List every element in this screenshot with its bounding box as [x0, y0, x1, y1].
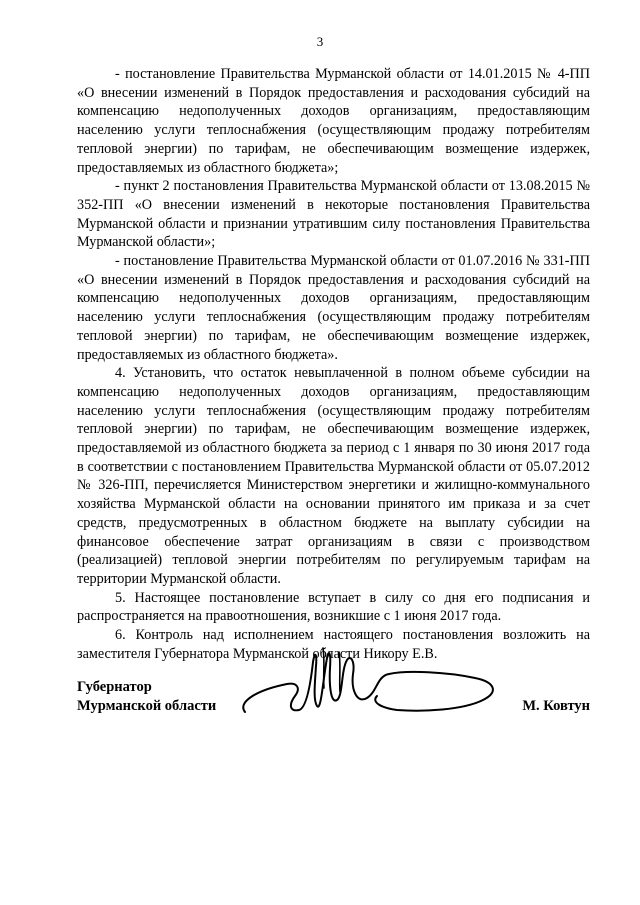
- signatory-title-line-2: Мурманской области: [77, 698, 217, 714]
- document-body: [77, 65, 590, 664]
- handwritten-signature: [227, 640, 507, 730]
- signature-block: [77, 640, 590, 730]
- paragraph-repeal-14-01-2015: - постановление Правительства Мурманской области от 14.01.2015 № 4-ПП «О внесении изменений в Порядок предоставления и расходования субсидий на компенсацию недополученных доходов организациям, предоставляющим населению услуги теплоснабжения (осуществляющим продажу потребителям тепловой энергии) по тарифам, не обеспечивающим возмещение издержек, предоставляемых из областного бюджета»;: [77, 66, 590, 176]
- signatory-title-line-1: Губернатор: [77, 679, 152, 695]
- paragraph-item-5: 5. Настоящее постановление вступает в силу со дня его подписания и распространяется на правоотношения, возникшие с 1 июня 2017 года.: [77, 589, 590, 625]
- signatory-title: [77, 678, 216, 716]
- signatory-name: М. Ковтун: [522, 698, 590, 714]
- paragraph-repeal-01-07-2016: - постановление Правительства Мурманской области от 01.07.2016 № 331-ПП «О внесении изменений в Порядок предоставления и расходования субсидий на компенсацию недополученных доходов организациям, предоставляющим населению услуги теплоснабжения (осуществляющим продажу потребителям тепловой энергии) по тарифам, не обеспечивающим возмещение издержек, предоставляемых из областного бюджета».: [77, 253, 590, 363]
- page-number: 3: [316, 34, 324, 49]
- paragraph-repeal-13-08-2015: - пункт 2 постановления Правительства Мурманской области от 13.08.2015 № 352-ПП «О внесении изменений в некоторые постановления Правительства Мурманской области и признании утратившим силу постановления Правительства Мурманской области»;: [77, 178, 590, 251]
- paragraph-item-4: 4. Установить, что остаток невыплаченной в полном объеме субсидии на компенсацию недополученных доходов организациям, предоставляющим населению услуги теплоснабжения (осуществляющим продажу потребителям тепловой энергии) по тарифам, не обеспечивающим возмещение издержек, предоставляемой из областного бюджета за период с 1 января по 30 июня 2017 года в соответствии с постановлением Правительства Мурманской области от 05.07.2012 № 326-ПП, перечисляется Министерством энергетики и жилищно-коммунального хозяйства Мурманской области на основании принятого им приказа и за счет средств, предусмотренных в областном бюджете на выплату субсидии на финансовое обеспечение затрат организациям в связи с производством (реализацией) тепловой энергии потребителям по регулируемым тарифам на территории Мурманской области.: [77, 365, 590, 587]
- paragraph-item-6: 6. Контроль над исполнением настоящего постановления возложить на заместителя Губернатора Мурманской области Никору Е.В.: [77, 627, 590, 662]
